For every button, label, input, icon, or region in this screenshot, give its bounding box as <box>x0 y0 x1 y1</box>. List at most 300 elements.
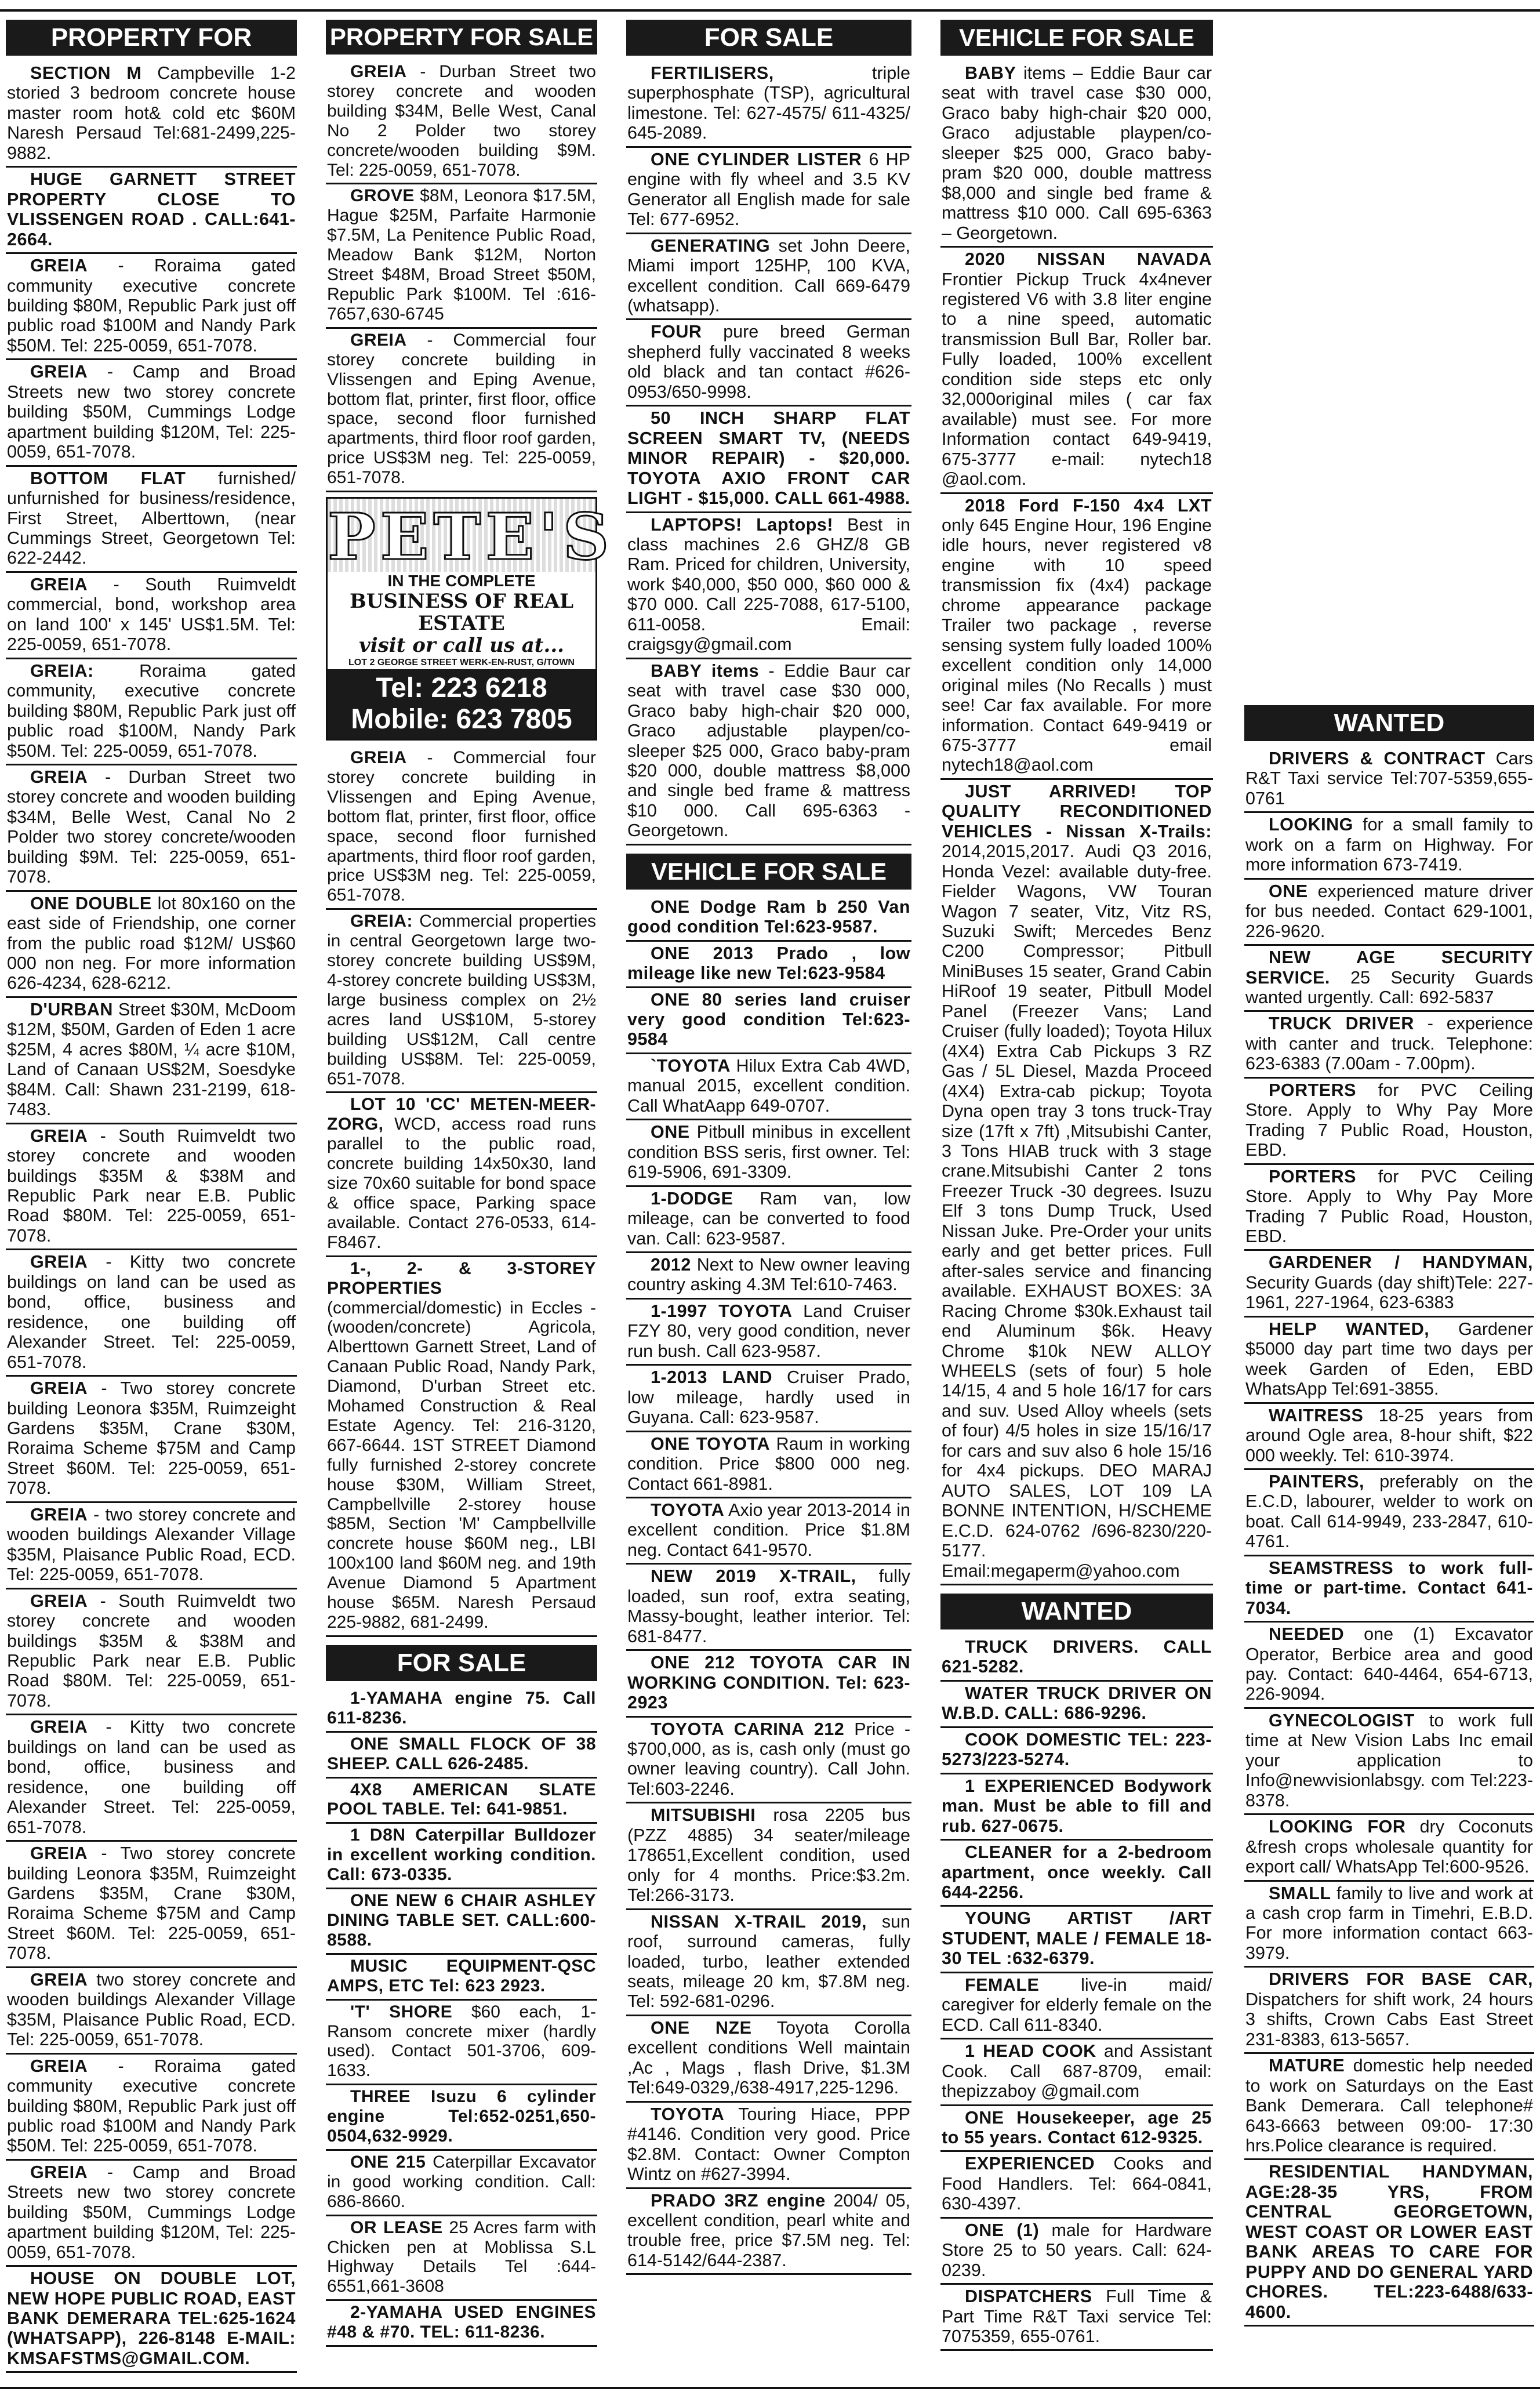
classified-ad <box>326 1093 597 1257</box>
classified-ad <box>940 2152 1213 2218</box>
classified-ad <box>1244 1623 1534 1709</box>
ad-text: rosa 2205 bus (PZZ 4885) 34 seater/mileage 178651,Excellent condition, used only for 4 months. Price:$3.2m. Tel:266-3173. <box>627 1805 910 1906</box>
classified-ad <box>1244 1815 1534 1881</box>
ad-lead: TOYOTA CARINA 212 <box>651 1719 845 1739</box>
ad-body <box>327 2303 596 2342</box>
classified-ad <box>1244 1470 1534 1556</box>
classified-ad <box>940 1841 1213 1907</box>
ad-lead: GREIA <box>30 2162 88 2182</box>
ad-lead: GYNECOLOGIST <box>1269 1710 1415 1730</box>
ad-text: Security Guards (day shift)Tele: 227-1961, 227-1964, 623-6383 <box>1245 1272 1533 1313</box>
ad-text: Roraima gated community, executive concrete building $80M, Republic Park just off public road $100M, Nandy Park $50M. Tel: 225-0059, 651-7078. <box>7 660 296 761</box>
ad-text: 6 HP engine with fly wheel and 3.5 KV Generator all English made for sale Tel: 677-6952. <box>627 149 911 230</box>
ad-text: Hilux Extra Cab 4WD, manual 2015, excellent condition. Call WhatAapp 649-0707. <box>627 1055 910 1116</box>
ad-body <box>1245 2056 1533 2155</box>
ad-lead: TOYOTA <box>651 2104 725 2124</box>
ad-body <box>327 1957 596 1996</box>
ad-lead: ONE TOYOTA <box>651 1433 770 1454</box>
ad-lead: 2012 <box>651 1255 691 1275</box>
ad-lead: GARDENER / HANDYMAN, <box>1269 1253 1533 1273</box>
ad-lead: GREIA <box>30 1252 88 1272</box>
ad-body <box>327 912 596 1088</box>
classified-ad <box>940 61 1213 248</box>
ad-lead: GREIA <box>30 1969 88 1990</box>
ad-body <box>327 1734 596 1774</box>
ad-lead: NISSAN X-TRAIL 2019, <box>651 1911 867 1932</box>
ad-text: - Roraima gated community executive concrete building $80M, Republic Park just off public road $100M and Nandy Park $50M. Tel: 225-0059, 651-7078. <box>7 2056 296 2156</box>
ad-lead: GREIA <box>30 1591 88 1611</box>
ad-text: domestic help needed to work on Saturdays on the East Bank Demerara. Call telephone# 643-6663 between 09:00- 17:30 hrs.Police clearance is required. <box>1245 2056 1533 2155</box>
ad-body <box>327 1780 596 1820</box>
ad-text: triple superphosphate (TSP), agricultural limestone. Tel: 627-4575/ 611-4325/ 645-2089. <box>627 63 910 143</box>
ad-text: Caterpillar Excavator in good working condition. Call: 686-8660. <box>327 2152 596 2211</box>
ad-lead: NEW AGE SECURITY SERVICE. <box>1245 948 1533 988</box>
classified-ad <box>940 1728 1213 1774</box>
ad-text: - Durban Street two storey concrete and wooden building $34M, Belle West, Canal No 2 Polder two storey concrete/wooden building $9M. Tel: 225-0059, 651-7078. <box>7 767 296 887</box>
ad-body <box>7 2269 296 2368</box>
classified-ad <box>1244 880 1534 946</box>
classified-ad <box>326 2216 597 2302</box>
ad-lead: BABY items <box>651 660 760 681</box>
classified-ad <box>326 329 597 492</box>
ad-text: Full Time & Part Time R&T Taxi service Tel: 7075359, 655-0761. <box>942 2287 1212 2347</box>
classified-ad <box>6 2267 297 2373</box>
classified-ad <box>940 1682 1213 1728</box>
classified-ad <box>1244 2054 1534 2160</box>
ad-body <box>942 496 1212 775</box>
ad-lead: LOOKING <box>1269 815 1353 835</box>
ad-lead: SECTION M <box>30 63 142 83</box>
ad-lead: PAINTERS, <box>1269 1471 1364 1491</box>
ad-body <box>1245 1319 1533 1399</box>
classified-ad <box>1244 1251 1534 1317</box>
classified-ad <box>6 765 297 892</box>
ad-body <box>7 1252 296 1372</box>
ad-body <box>7 256 296 355</box>
ad-body <box>327 1095 596 1252</box>
ad-lead: LAPTOPS! Laptops! <box>651 514 834 535</box>
ad-lead: NEW 2019 X-TRAIL, <box>651 1566 856 1587</box>
section-header: WANTED <box>940 1594 1213 1629</box>
classified-ad <box>626 1366 911 1432</box>
ad-lead: ONE CYLINDER LISTER <box>651 149 862 169</box>
ad-text: Frontier Pickup Truck 4x4never registered V6 with 3.8 liter engine to a nine speed, automatic transmission Bull Bar, Roller bar. Fully loaded, 100% excellent condition side steps etc only 32,000original miles ( car fax available) must see. For more Information contact 649-9419, 675-3777 e-mail: nytech18 @aol.com. <box>942 269 1212 489</box>
ad-lead: ONE Housekeeper, age 25 to 55 years. Contact 612-9325. <box>942 2107 1212 2147</box>
ad-body <box>627 990 910 1050</box>
ad-text: male for Hardware Store 25 to 50 years. Call: 624-0239. <box>942 2220 1212 2280</box>
classified-ad <box>1244 946 1534 1012</box>
ad-lead: WAITRESS <box>1269 1405 1364 1425</box>
ad-text: Pitbull minibus in excellent condition BSS seris, first owner. Tel: 619-5906, 691-3309. <box>627 1122 910 1182</box>
column-wanted <box>1244 705 1534 2327</box>
ad-body <box>327 62 596 180</box>
ad-body <box>942 2287 1212 2346</box>
ad-body <box>7 1505 296 1585</box>
ad-text: experienced mature driver for bus needed. Contact 629-1001, 226-9620. <box>1245 881 1533 941</box>
ad-body <box>627 236 910 316</box>
ad-body <box>627 943 910 983</box>
ad-lead: SMALL <box>1269 1883 1331 1903</box>
ad-lead: RESIDENTIAL HANDYMAN, AGE:28-35 YRS, FROM CENTRAL GEORGETOWN, WEST COAST OR LOWER EAST BANK AREAS TO CARE FOR PUPPY AND DO GENERAL YARD CHORES. TEL:223-6488/633-4600. <box>1245 2162 1533 2322</box>
ad-body <box>7 1000 296 1120</box>
ad-lead: GREIA <box>30 1378 88 1399</box>
classified-ad <box>940 2219 1213 2285</box>
classified-ad <box>326 1824 597 1889</box>
ad-lead: YOUNG ARTIST /ART STUDENT, MALE / FEMALE 18-30 TEL :632-6379. <box>942 1908 1212 1969</box>
ad-lead: OR LEASE <box>350 2217 443 2237</box>
ad-lead: COOK DOMESTIC TEL: 223-5273/223-5274. <box>942 1729 1212 1770</box>
ad-lead: GREIA <box>30 1843 88 1864</box>
ad-body <box>627 2018 910 2098</box>
column-property-for-sale <box>326 20 614 2347</box>
ad-text: - Kitty two concrete buildings on land can be used as bond, office, business and residence, one building off Alexander Street. Tel: 225-0059, 651-7078. <box>7 1717 296 1837</box>
ad-text: set John Deere, Miami import 125HP, 100 KVA, excellent condition. Call 669-6479 (whatsapp). <box>627 235 910 315</box>
ad-text: Raum in working condition. Price $800 000 neg. Contact 661-8981. <box>627 1433 910 1494</box>
ad-lead: 1 EXPERIENCED Bodywork man. Must be able to fill and rub. 627-0675. <box>942 1776 1212 1836</box>
classified-ad <box>326 2001 597 2086</box>
ad-body <box>7 1970 296 2050</box>
ad-list <box>326 1687 597 2347</box>
ad-lead: ONE 2013 Prado , low mileage like new Tel:623-9584 <box>627 943 910 983</box>
ad-body <box>327 186 596 324</box>
ad-body <box>1245 1406 1533 1465</box>
ad-text: - Two storey concrete building Leonora $35M, Ruimzeight Gardens $35M, Crane $30M, Roraima Scheme $75M and Camp Street $60M. Tel: 225-0059, 651-7078. <box>7 1843 296 1964</box>
ad-body <box>7 169 296 249</box>
ad-lead: 2020 NISSAN NAVADA <box>965 249 1212 270</box>
petes-tel: Tel: 223 6218 <box>376 673 547 704</box>
ad-body <box>627 1056 910 1116</box>
ad-text: - Commercial four storey concrete building in Vlissengen and Eping Avenue, bottom flat, printer, first floor, office space, second floor furnished apartments, third floor roof garden, price US$3M neg. Tel: 225-0059, 651-7078. <box>327 330 596 488</box>
classified-ad <box>626 1565 911 1651</box>
section-header: VEHICLE FOR SALE <box>626 854 911 890</box>
ad-body <box>7 1591 296 1711</box>
ad-lead: ONE 212 TOYOTA CAR IN WORKING CONDITION. Tel: 623-2923 <box>627 1653 910 1713</box>
ad-lead: DRIVERS FOR BASE CAR, <box>1269 1969 1533 1990</box>
ad-lead: ONE <box>1269 881 1308 901</box>
classified-ad <box>940 1774 1213 1841</box>
classified-ad <box>1244 1556 1534 1623</box>
classified-ad <box>626 513 911 659</box>
ad-body <box>1245 948 1533 1007</box>
classified-ad <box>326 1733 597 1779</box>
classified-ad <box>6 360 297 466</box>
classified-ad <box>626 320 911 407</box>
ad-text: - South Ruimveldt commercial, bond, workshop area on land 100' x 145' US$1.5M. Tel: 225-0059, 651-7078. <box>7 574 296 655</box>
ad-body <box>1245 749 1533 808</box>
ad-body <box>1245 1167 1533 1247</box>
ad-text: preferably on the E.C.D, labourer, welder to work on boat. Call 614-9949, 233-2847, 610-4761. <box>1245 1471 1533 1552</box>
ad-list <box>626 61 911 845</box>
classified-ad <box>6 1377 297 1503</box>
classified-ad <box>1244 1165 1534 1251</box>
ad-lead: GREIA <box>30 2056 88 2076</box>
ad-text: fully loaded, sun roof, extra seating, Massy-bought, leather interior. Tel: 681-8477. <box>627 1566 910 1646</box>
ad-lead: GREIA: <box>350 912 413 931</box>
ad-text: Commercial properties in central Georgetown large two-storey concrete building US$9M, 4-storey concrete building US$3M, large business complex on 2½ acres land US$10M, 5-storey building US$12M, Call centre building US$8M. Tel: 225-0059, 651-7078. <box>327 912 596 1088</box>
ad-lead: GREIA <box>30 574 88 594</box>
ad-lead: ONE (1) <box>965 2220 1040 2240</box>
classified-ad <box>326 60 597 184</box>
ad-lead: GREIA <box>350 330 407 350</box>
ad-text: Best in class machines 2.6 GHZ/8 GB Ram. Priced for children, University, work $40,000, $50 000, $60 000 & $70 000. Call 225-7088, 617-5100, 611-0058. Email: craigsgy@gmail.com <box>627 514 910 655</box>
ad-body <box>942 1975 1212 2035</box>
petes-address: LOT 2 GEORGE STREET WERK-EN-RUST, G/TOWN <box>348 658 575 668</box>
ad-text: - Roraima gated community executive concrete building $80M, Republic Park just off public road $100M and Nandy Park $50M. Tel: 225-0059, 651-7078. <box>7 256 296 355</box>
ad-lead: GROVE <box>350 186 415 206</box>
classified-ad <box>626 1054 911 1120</box>
classified-ad <box>1244 1968 1534 2054</box>
ad-list <box>626 895 911 2275</box>
classified-ad <box>326 184 597 328</box>
classified-ad <box>6 2161 297 2267</box>
ad-body <box>627 1653 910 1712</box>
ad-text: Axio year 2013-2014 in excellent condition. Price $1.8M neg. Contact 641-9570. <box>627 1500 910 1560</box>
ad-list <box>326 746 597 1637</box>
ad-text: two storey concrete and wooden buildings Alexander Village $35M, Plaisance Public Road, ECD. Tel: 225-0059, 651-7078. <box>7 1969 296 2050</box>
ad-lead: PORTERS <box>1269 1080 1356 1100</box>
ad-lead: HUGE GARNETT STREET PROPERTY CLOSE TO VLISSENGEN ROAD . CALL:641-2664. <box>7 169 296 249</box>
ad-lead: 2018 Ford F-150 4x4 LXT <box>965 495 1212 516</box>
ad-lead: WATER TRUCK DRIVER ON W.B.D. CALL: 686-9296. <box>942 1683 1212 1723</box>
classified-ad <box>626 895 911 942</box>
ad-text: for a small family to work on a farm on Highway. For more information 673-7419. <box>1245 815 1533 875</box>
ad-body <box>7 767 296 887</box>
ad-text: 2014,2015,2017. Audi Q3 2016, Honda Vezel: available duty-free. Fielder Wagons, VW Touran Wagon 7 seater, Vitz, Vitz RS, Suzuki Swift; Mercedes Benz C200 Compressor; Pitbull MiniBuses 15 seater, Grand Cabin HiRoof 19 seater, Pitbull Model Panel (Freezer Vans; Land Cruiser (fully loaded); Toyota Hilux (4X4) Extra Cab Pickups 3 RZ Gas / 5L Diesel, Mazda Proceed (4X4) Extra-cab pickup; Toyota Dyna open tray 3 tons truck-Tray size (17ft x 7ft) ,Mitsubishi Canter, 3 Tons HIAB truck with 3 stage crane.Mitsubishi Canter 2 tons Freezer Truck -30 degrees. Isuzu Elf 3 tons Dump Truck, Used Nissan Juke. Pre-Order your units early and get better prices. Full after-sales service and financing available. EXHAUST BOXES: 3A Racing Chrome $30k.Exhaust tail end Aluminum $6k. Heavy Chrome $10k NEW ALLOY WHEELS (sets of four) 5 hole 14/15, 4 and 5 hole 16/17 for cars and suv. Used Alloy wheels (sets of four) 4/5 holes in size 15/16/17 for cars and suv also 6 hole 15/16 for 4x4 pickups. DEO MARAJ AUTO SALES, LOT 109 LA BONNE INTENTION, H/SCHEME E.C.D. 624-0762 /696-8230/220-5177. Email:megaperm@yahoo.com <box>942 841 1212 1581</box>
ad-body <box>627 1434 910 1494</box>
ad-lead: HOUSE ON DOUBLE LOT, NEW HOPE PUBLIC ROAD, EAST BANK DEMERARA TEL:625-1624 (WHATSAPP), 226-8148 E-MAIL: KMSAFSTMS@GMAIL.COM. <box>7 2269 296 2368</box>
ad-text: - South Ruimveldt two storey concrete and wooden buildings $35M & $38M and Republic Park near E.B. Public Road $80M. Tel: 225-0059, 651-7078. <box>7 1591 296 1711</box>
ad-lead: 1-DODGE <box>651 1188 733 1208</box>
ad-lead: FEMALE <box>965 1975 1040 1995</box>
column-for-sale <box>626 20 911 2275</box>
ad-body <box>627 1500 910 1560</box>
classified-ad <box>6 1715 297 1842</box>
ad-body <box>627 408 910 508</box>
ad-text: to work full time at New Vision Labs Inc email your application to Info@newvisionlabsgy. com Tel:223-8378. <box>1245 1710 1533 1810</box>
ad-body <box>627 661 910 841</box>
ad-lead: FOUR <box>651 322 702 342</box>
classified-ad <box>1244 1079 1534 1165</box>
ad-body <box>627 1566 910 1646</box>
ad-lead: MATURE <box>1269 2056 1345 2076</box>
ad-body <box>1245 1883 1533 1964</box>
ad-body <box>627 2191 910 2271</box>
classified-ad <box>626 148 911 234</box>
classified-ad <box>626 1498 911 1565</box>
ad-lead: GREIA: <box>30 660 94 681</box>
ad-text: and Assistant Cook. Call 687-8709, email: thepizzaboy @gmail.com <box>942 2041 1212 2102</box>
ad-text: - Durban Street two storey concrete and wooden building $34M, Belle West, Canal No 2 Polder two storey concrete/wooden building $9M. Tel: 225-0059, 651-7078. <box>327 62 596 180</box>
ad-lead: JUST ARRIVED! TOP QUALITY RECONDITIONED VEHICLES - Nissan X-Trails: <box>942 781 1212 841</box>
ad-text: 2004/ 05, excellent condition, pearl white and trouble free, price $7.5M neg. Tel: 614-5142/644-2387. <box>627 2190 910 2270</box>
classified-ad <box>1244 1404 1534 1470</box>
ad-lead: LOOKING FOR <box>1269 1817 1406 1837</box>
ad-lead: MUSIC EQUIPMENT-QSC AMPS, ETC Tel: 623 2923. <box>327 1956 596 1995</box>
classified-ad <box>6 1503 297 1589</box>
classified-ad <box>326 1955 597 2001</box>
ad-text: Price - $700,000, as is, cash only (must go owner leaving country). Call John. Tel:603-2246. <box>627 1719 910 1799</box>
classified-ad <box>326 1687 597 1733</box>
ad-body <box>942 249 1212 489</box>
ad-body <box>627 1367 910 1427</box>
classified-ad <box>6 892 297 998</box>
classified-ad <box>626 659 911 845</box>
classified-ad <box>626 1120 911 1186</box>
ad-text: furnished/ unfurnished for business/residence, First Street, Alberttown, (near Cummings Street, Georgetown Tel: 622-2442. <box>7 468 296 568</box>
classified-ad <box>940 780 1213 1585</box>
column-property-for <box>6 20 297 2373</box>
petes-real-estate-ad <box>326 497 614 741</box>
ad-lead: D'URBAN <box>30 999 113 1019</box>
petes-mobile: Mobile: 623 7805 <box>351 704 572 735</box>
ad-body <box>627 1189 910 1249</box>
ad-body <box>7 362 296 462</box>
ad-lead: GREIA <box>30 1717 88 1737</box>
ad-lead: PORTERS <box>1269 1166 1356 1186</box>
ad-text: for PVC Ceiling Store. Apply to Why Pay More Trading 7 Public Road, Houston, EBD. <box>1245 1080 1533 1160</box>
classified-ad <box>626 1432 911 1498</box>
ad-text: Next to New owner leaving country asking 4.3M Tel:610-7463. <box>627 1255 910 1295</box>
ad-lead: ONE Dodge Ram b 250 Van good condition Tel:623-9587. <box>627 897 910 937</box>
ad-lead: 'T' SHORE <box>350 2002 453 2021</box>
ad-text: - two storey concrete and wooden buildings Alexander Village $35M, Plaisance Public Road, ECD. Tel: 225-0059, 651-7078. <box>7 1504 296 1585</box>
ad-body <box>1245 1711 1533 1810</box>
ad-text: Gardener $5000 day part time two days per week Garden of Eden, EBD WhatsApp Tel:691-3855. <box>1245 1319 1533 1399</box>
ad-body <box>7 894 296 993</box>
ad-list <box>326 60 597 492</box>
ad-text: (commercial/domestic) in Eccles - (wooden/concrete) Agricola, Alberttown Garnett Street, Land of Canaan Public Road, Nandy Park, Diamond, D'urban Street etc. Mohamed Construction & Real Estate Agency. Tel: 216-3120, 667-6644. 1ST STREET Diamond fully furnished 2-storey concrete house $30M, William Street, Campbellville 2-storey house $85M, Section 'M' Campbellville concrete house $60M neg., LBI 100x100 land $60M neg. and 19th Avenue Diamond 5 Apartment house $65M. Naresh Persaud 225-9882, 681-2499. <box>327 1298 596 1632</box>
ad-text: lot 80x160 on the east side of Friendship, one corner from the public road $12M/ US$60 000 non neg. For more information 626-4234, 628-6212. <box>7 893 296 993</box>
classified-ad <box>1244 1318 1534 1404</box>
ad-body <box>7 1843 296 1964</box>
ad-body <box>627 1805 910 1905</box>
classified-ad <box>626 1300 911 1366</box>
ad-lead: SEAMSTRESS to work full-time or part-time. Contact 641-7034. <box>1245 1558 1533 1618</box>
section-header: WANTED <box>1244 705 1534 741</box>
ad-body <box>7 661 296 761</box>
classified-ad <box>326 2085 597 2151</box>
ad-lead: ONE NZE <box>651 2017 752 2038</box>
ad-text: 18-25 years from around Ogle area, 8-hour shift, $22 000 weekly. Tel: 610-3974. <box>1245 1405 1533 1465</box>
ad-body <box>327 2002 596 2081</box>
ad-lead: 4X8 AMERICAN SLATE POOL TABLE. Tel: 641-9851. <box>327 1780 596 1819</box>
classified-ad <box>6 1842 297 1968</box>
classified-ad <box>6 467 297 573</box>
ad-body <box>7 63 296 163</box>
ad-lead: ONE NEW 6 CHAIR ASHLEY DINING TABLE SET. CALL:600-8588. <box>327 1891 596 1950</box>
ad-list <box>6 61 297 2373</box>
ad-lead: GREIA <box>350 62 407 81</box>
ad-lead: 1-2013 LAND <box>651 1367 773 1388</box>
classified-ad <box>940 1907 1213 1973</box>
classified-ad <box>940 1973 1213 2039</box>
ad-text: - Eddie Baur car seat with travel case $30 000, Graco baby high-chair $20 000, Graco adjustable playpen/co-sleeper $25 000, Graco baby-pram $20 000, double mattress $8,000 and single bed frame & mattress $10 000. Call 695-6363 - Georgetown. <box>627 660 910 841</box>
classified-ad <box>6 573 297 659</box>
ad-body <box>627 1912 910 2012</box>
ad-body <box>327 748 596 905</box>
ad-lead: GENERATING <box>651 235 771 256</box>
bottom-rule <box>0 2387 1540 2389</box>
ad-text: - Two storey concrete building Leonora $35M, Ruimzeight Gardens $35M, Crane $30M, Roraima Scheme $75M and Camp Street $60M. Tel: 225-0059, 651-7078. <box>7 1378 296 1498</box>
classified-ad <box>940 2039 1213 2106</box>
ad-lead: CLEANER for a 2-bedroom apartment, once weekly. Call 644-2256. <box>942 1842 1212 1902</box>
ad-text: Cars R&T Taxi service Tel:707-5359,655-0761 <box>1245 749 1533 808</box>
classified-ad <box>1244 1709 1534 1815</box>
ad-body <box>627 1719 910 1799</box>
classified-ad <box>940 1635 1213 1682</box>
ad-body <box>942 782 1212 1581</box>
ad-body <box>7 1378 296 1498</box>
ad-lead: FERTILISERS, <box>651 63 774 83</box>
ad-text: Land Cruiser FZY 80, very good condition, never run bush. Call 623-9587. <box>627 1301 910 1361</box>
ad-body <box>327 1891 596 1950</box>
petes-line3: visit or call us at... <box>358 634 565 658</box>
ad-body <box>942 1842 1212 1902</box>
ad-body <box>1245 881 1533 941</box>
classified-ad <box>940 494 1213 780</box>
ad-body <box>1245 1624 1533 1704</box>
ad-lead: 1-YAMAHA engine 75. Call 611-8236. <box>327 1688 596 1727</box>
ad-body <box>1245 1472 1533 1552</box>
classified-ad <box>6 61 297 168</box>
classified-ad <box>326 2301 597 2347</box>
ad-lead: GREIA <box>30 1126 88 1146</box>
classified-ad <box>1244 1012 1534 1078</box>
petes-line2: BUSINESS OF REAL ESTATE <box>349 590 574 636</box>
classified-ad <box>626 2103 911 2189</box>
classified-ad <box>626 234 911 321</box>
ad-text: only 645 Engine Hour, 196 Engine idle hours, never registered v8 engine with 10 speed transmission fix (4x4) package chrome appearance package Trailer two package , reverse sensing system fully loaded 100% excellent condition only 14,000 original miles (No Recalls ) must see! Car fax available. For more information. Contact 649-9419 or 675-3777 email nytech18@aol.com <box>942 515 1212 775</box>
ad-lead: GREIA <box>30 256 88 276</box>
ad-text: Ram van, low mileage, can be converted to food van. Call: 623-9587. <box>627 1188 910 1249</box>
ad-text: Toyota Corolla excellent conditions Well maintain ,Ac , Mags , flash Drive, $1.3M Tel:649-0329,/638-4917,225-1296. <box>627 2017 910 2098</box>
ad-body <box>327 331 596 488</box>
classified-ad <box>626 1187 911 1253</box>
ad-body <box>627 515 910 655</box>
classified-ad <box>6 168 297 254</box>
ad-lead: EXPERIENCED <box>965 2154 1095 2174</box>
classified-ad <box>626 942 911 988</box>
classified-ad <box>326 1779 597 1824</box>
classified-ad <box>626 988 911 1054</box>
ad-body <box>7 1126 296 1246</box>
classified-ad <box>626 1253 911 1300</box>
classified-ad <box>626 1910 911 2016</box>
ad-lead: BOTTOM FLAT <box>30 468 186 488</box>
section-header: FOR SALE <box>326 1645 597 1681</box>
ad-body <box>327 2218 596 2297</box>
top-rule <box>0 9 1540 12</box>
ad-text: Touring Hiace, PPP #4146. Condition very good. Price $2.8M. Contact: Owner Compton Wintz on #627-3994. <box>627 2104 910 2184</box>
ad-lead: ONE 80 series land cruiser very good condition Tel:623-9584 <box>627 989 910 1050</box>
ad-body <box>942 1637 1212 1677</box>
ad-lead: TRUCK DRIVERS. CALL 621-5282. <box>942 1636 1212 1677</box>
classified-ad <box>1244 2160 1534 2327</box>
ad-body <box>627 322 910 402</box>
ad-body <box>327 2087 596 2146</box>
ad-body <box>1245 1253 1533 1312</box>
ad-body <box>627 1301 910 1361</box>
classified-ad <box>626 1718 911 1804</box>
ad-text: - experience with canter and truck. Telephone: 623-6383 (7.00am - 7.00pm). <box>1245 1014 1533 1074</box>
classified-ad <box>940 2106 1213 2153</box>
ad-lead: PRADO 3RZ engine <box>651 2190 826 2211</box>
ad-body <box>942 1776 1212 1836</box>
classified-ad <box>626 2189 911 2275</box>
ad-body <box>1245 1014 1533 1073</box>
classified-ad <box>326 910 597 1093</box>
ad-body <box>1245 2162 1533 2322</box>
